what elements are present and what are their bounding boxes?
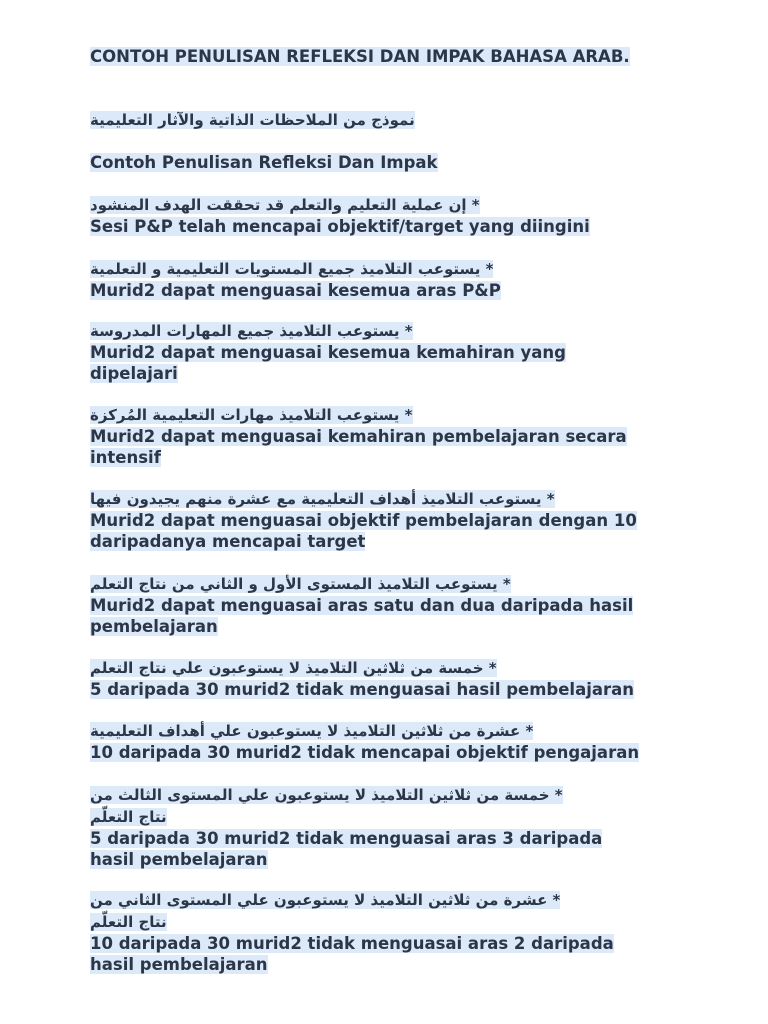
reflection-item xyxy=(90,657,690,700)
arabic-line: نتاج التعلّم xyxy=(90,913,167,931)
malay-line: 10 daripada 30 murid2 tidak menguasai aras 2 daripada xyxy=(90,934,614,953)
arabic-line: * عشرة من ثلاثين التلاميذ لا يستوعبون علي أهداف التعليمية xyxy=(90,722,534,740)
arabic-line: * خمسة من ثلاثين التلاميذ لا يستوعبون علي نتاج التعلم xyxy=(90,659,497,677)
malay-line: 10 daripada 30 murid2 tidak mencapai objektif pengajaran xyxy=(90,743,640,762)
arabic-line: * يستوعب التلاميذ جميع المهارات المدروسة xyxy=(90,322,413,340)
subtitle: Contoh Penulisan Refleksi Dan Impak xyxy=(90,153,438,172)
malay-line: Murid2 dapat menguasai aras satu dan dua daripada hasil xyxy=(90,596,634,615)
reflection-item xyxy=(90,784,690,870)
reflection-item xyxy=(90,488,690,552)
malay-line: 5 daripada 30 murid2 tidak menguasai aras 3 daripada xyxy=(90,829,603,848)
arabic-line: * يستوعب التلاميذ أهداف التعليمية مع عشرة منهم يجيدون فيها xyxy=(90,490,555,508)
malay-line: hasil pembelajaran xyxy=(90,850,268,869)
arabic-line: * يستوعب التلاميذ جميع المستويات التعليمية و التعلمية xyxy=(90,260,494,278)
arabic-line: * يستوعب التلاميذ مهارات التعليمية المُركزة xyxy=(90,406,413,424)
reflection-item xyxy=(90,573,690,637)
malay-line: Murid2 dapat menguasai kesemua kemahiran yang xyxy=(90,343,566,362)
document-title: CONTOH PENULISAN REFLEKSI DAN IMPAK BAHASA ARAB. xyxy=(90,47,630,66)
arabic-line: نتاج التعلّم xyxy=(90,808,167,826)
malay-line: Murid2 dapat menguasai objektif pembelajaran dengan 10 xyxy=(90,511,637,530)
malay-line: daripadanya mencapai target xyxy=(90,532,366,551)
reflection-item xyxy=(90,320,690,384)
arabic-heading: نموذج من الملاحظات الذاتية والآثار التعليمية xyxy=(90,111,415,129)
reflection-item xyxy=(90,720,690,763)
malay-line: Murid2 dapat menguasai kemahiran pembelajaran secara xyxy=(90,427,627,446)
malay-line: Sesi P&P telah mencapai objektif/target yang diingini xyxy=(90,217,590,236)
arabic-line: * يستوعب التلاميذ المستوى الأول و الثاني من نتاج التعلم xyxy=(90,575,511,593)
malay-line: pembelajaran xyxy=(90,617,218,636)
malay-line: 5 daripada 30 murid2 tidak menguasai hasil pembelajaran xyxy=(90,680,635,699)
malay-line: Murid2 dapat menguasai kesemua aras P&P xyxy=(90,281,501,300)
malay-line: intensif xyxy=(90,448,161,467)
arabic-line: * عشرة من ثلاثين التلاميذ لا يستوعبون علي المستوى الثاني من xyxy=(90,891,561,909)
arabic-line: * خمسة من ثلاثين التلاميذ لا يستوعبون علي المستوى الثالث من xyxy=(90,786,563,804)
malay-line: dipelajari xyxy=(90,364,178,383)
reflection-item xyxy=(90,889,690,975)
reflection-item xyxy=(90,194,690,237)
reflection-item xyxy=(90,404,690,468)
malay-line: hasil pembelajaran xyxy=(90,955,268,974)
arabic-line: * إن عملية التعليم والتعلم قد تحققت الهدف المنشود xyxy=(90,196,480,214)
reflection-item xyxy=(90,258,690,301)
